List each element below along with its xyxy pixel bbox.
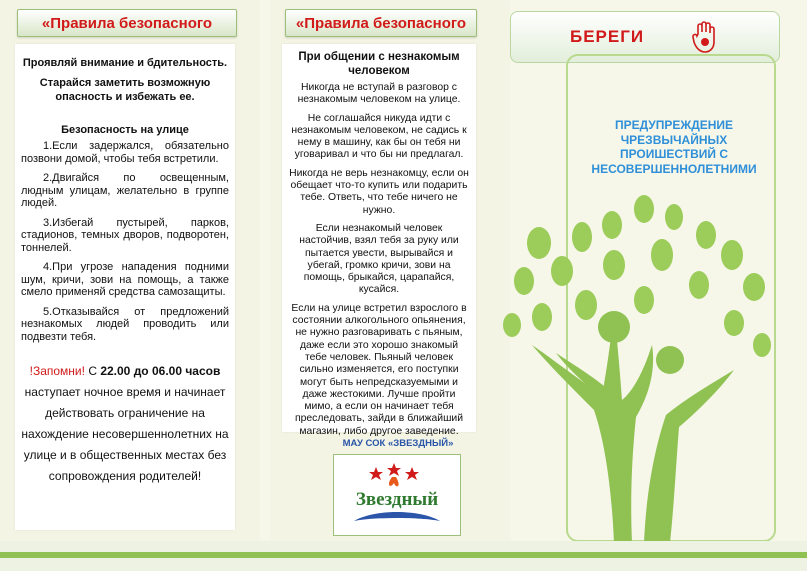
remember-label: !Запомни! [29, 364, 85, 378]
zvezdny-logo-icon [334, 455, 460, 535]
stranger-rule: Никогда не вступай в разговор с незнакомым человеком на улице. [297, 82, 461, 106]
logo-wordmark: Звездный [355, 489, 439, 510]
column2-header [285, 9, 477, 37]
street-rule: 2.Двигайся по освещенным, людным улицам, желательно в группе людей. [21, 172, 229, 209]
stranger-rule: Никогда не верь незнакомцу, если он обещает что-то купить или подарить тебе. Ответь, что тебе ничего не нужно. [289, 167, 469, 216]
tree-people-illustration [494, 195, 784, 543]
palm-hand-icon [692, 20, 720, 54]
column2-header-text: «Правила безопасного [295, 14, 467, 32]
street-rule: 5.Отказывайся от предложений незнакомых людей проводить или подвезти тебя. [21, 305, 229, 343]
street-safety-title: Безопасность на улице [61, 124, 189, 136]
org-label: МАУ СОК «ЗВЕЗДНЫЙ» [342, 438, 454, 449]
stranger-rule: Если на улице встретил взрослого в состоянии алкогольного опьянения, не нужно разговаривать с пьяным, даже если это хорошо знакомый тебе человек. Пьяный человек сильно изменяется, его поступки могут быть непредсказуемыми и даже жестокими. Лучше пройти мимо, а если он начинает тебя преследовать, зайди в ближайший магазин, либо другое заведение. [291, 302, 467, 437]
street-rule: 1.Если задержался, обязательно позвони домой, чтобы тебя встретили. [21, 140, 229, 165]
column1-header [17, 9, 237, 37]
column1-header-text: «Правила безопасного [41, 14, 213, 32]
street-safety-panel [15, 44, 235, 530]
zvezdny-logo [333, 454, 461, 536]
stranger-safety-panel [282, 44, 476, 437]
bottom-green-line [0, 552, 807, 558]
intro-attention: Проявляй внимание и бдительность. [22, 57, 228, 69]
intro-notice: Старайся заметить возможную опасность и избежать ее. [39, 77, 211, 103]
berechi-title: БЕРЕГИ [570, 27, 645, 46]
curfew-text: наступает ночное время и начинает действовать ограничение на нахождение несовершеннолетних на улице и в общественных местах без сопровождения родителей! [21, 385, 229, 483]
curfew-warning [21, 361, 229, 487]
stranger-rule: Если незнакомый человек настойчив, взял тебя за руку или пытается увести, вырывайся и убегай, громко кричи, зови на помощь, брыкайся, царапайся, кусайся. [299, 222, 459, 296]
stranger-rule: Не соглашайся никуда идти с незнакомым человеком, не садись к нему в машину, как бы он тебя ни уговаривал и что бы ни предлагал. [291, 112, 467, 161]
curfew-time: 22.00 до 06.00 часов [100, 364, 221, 378]
street-rule: 4.При угрозе нападения подними шум, кричи, зови на помощь, а также смело применяй средства самозащиты. [21, 261, 229, 298]
slogan: ПРЕДУПРЕЖДЕНИЕ ЧРЕЗВЫЧАЙНЫХ ПРОИШЕСТВИЙ С НЕСОВЕРШЕННОЛЕТНИМИ [591, 118, 757, 176]
warning-c: С [88, 364, 97, 378]
stranger-title: При общении с незнакомым человеком [298, 51, 460, 77]
street-rule: 3.Избегай пустырей, парков, стадионов, темных дворов, подворотен, тоннелей. [21, 216, 229, 254]
